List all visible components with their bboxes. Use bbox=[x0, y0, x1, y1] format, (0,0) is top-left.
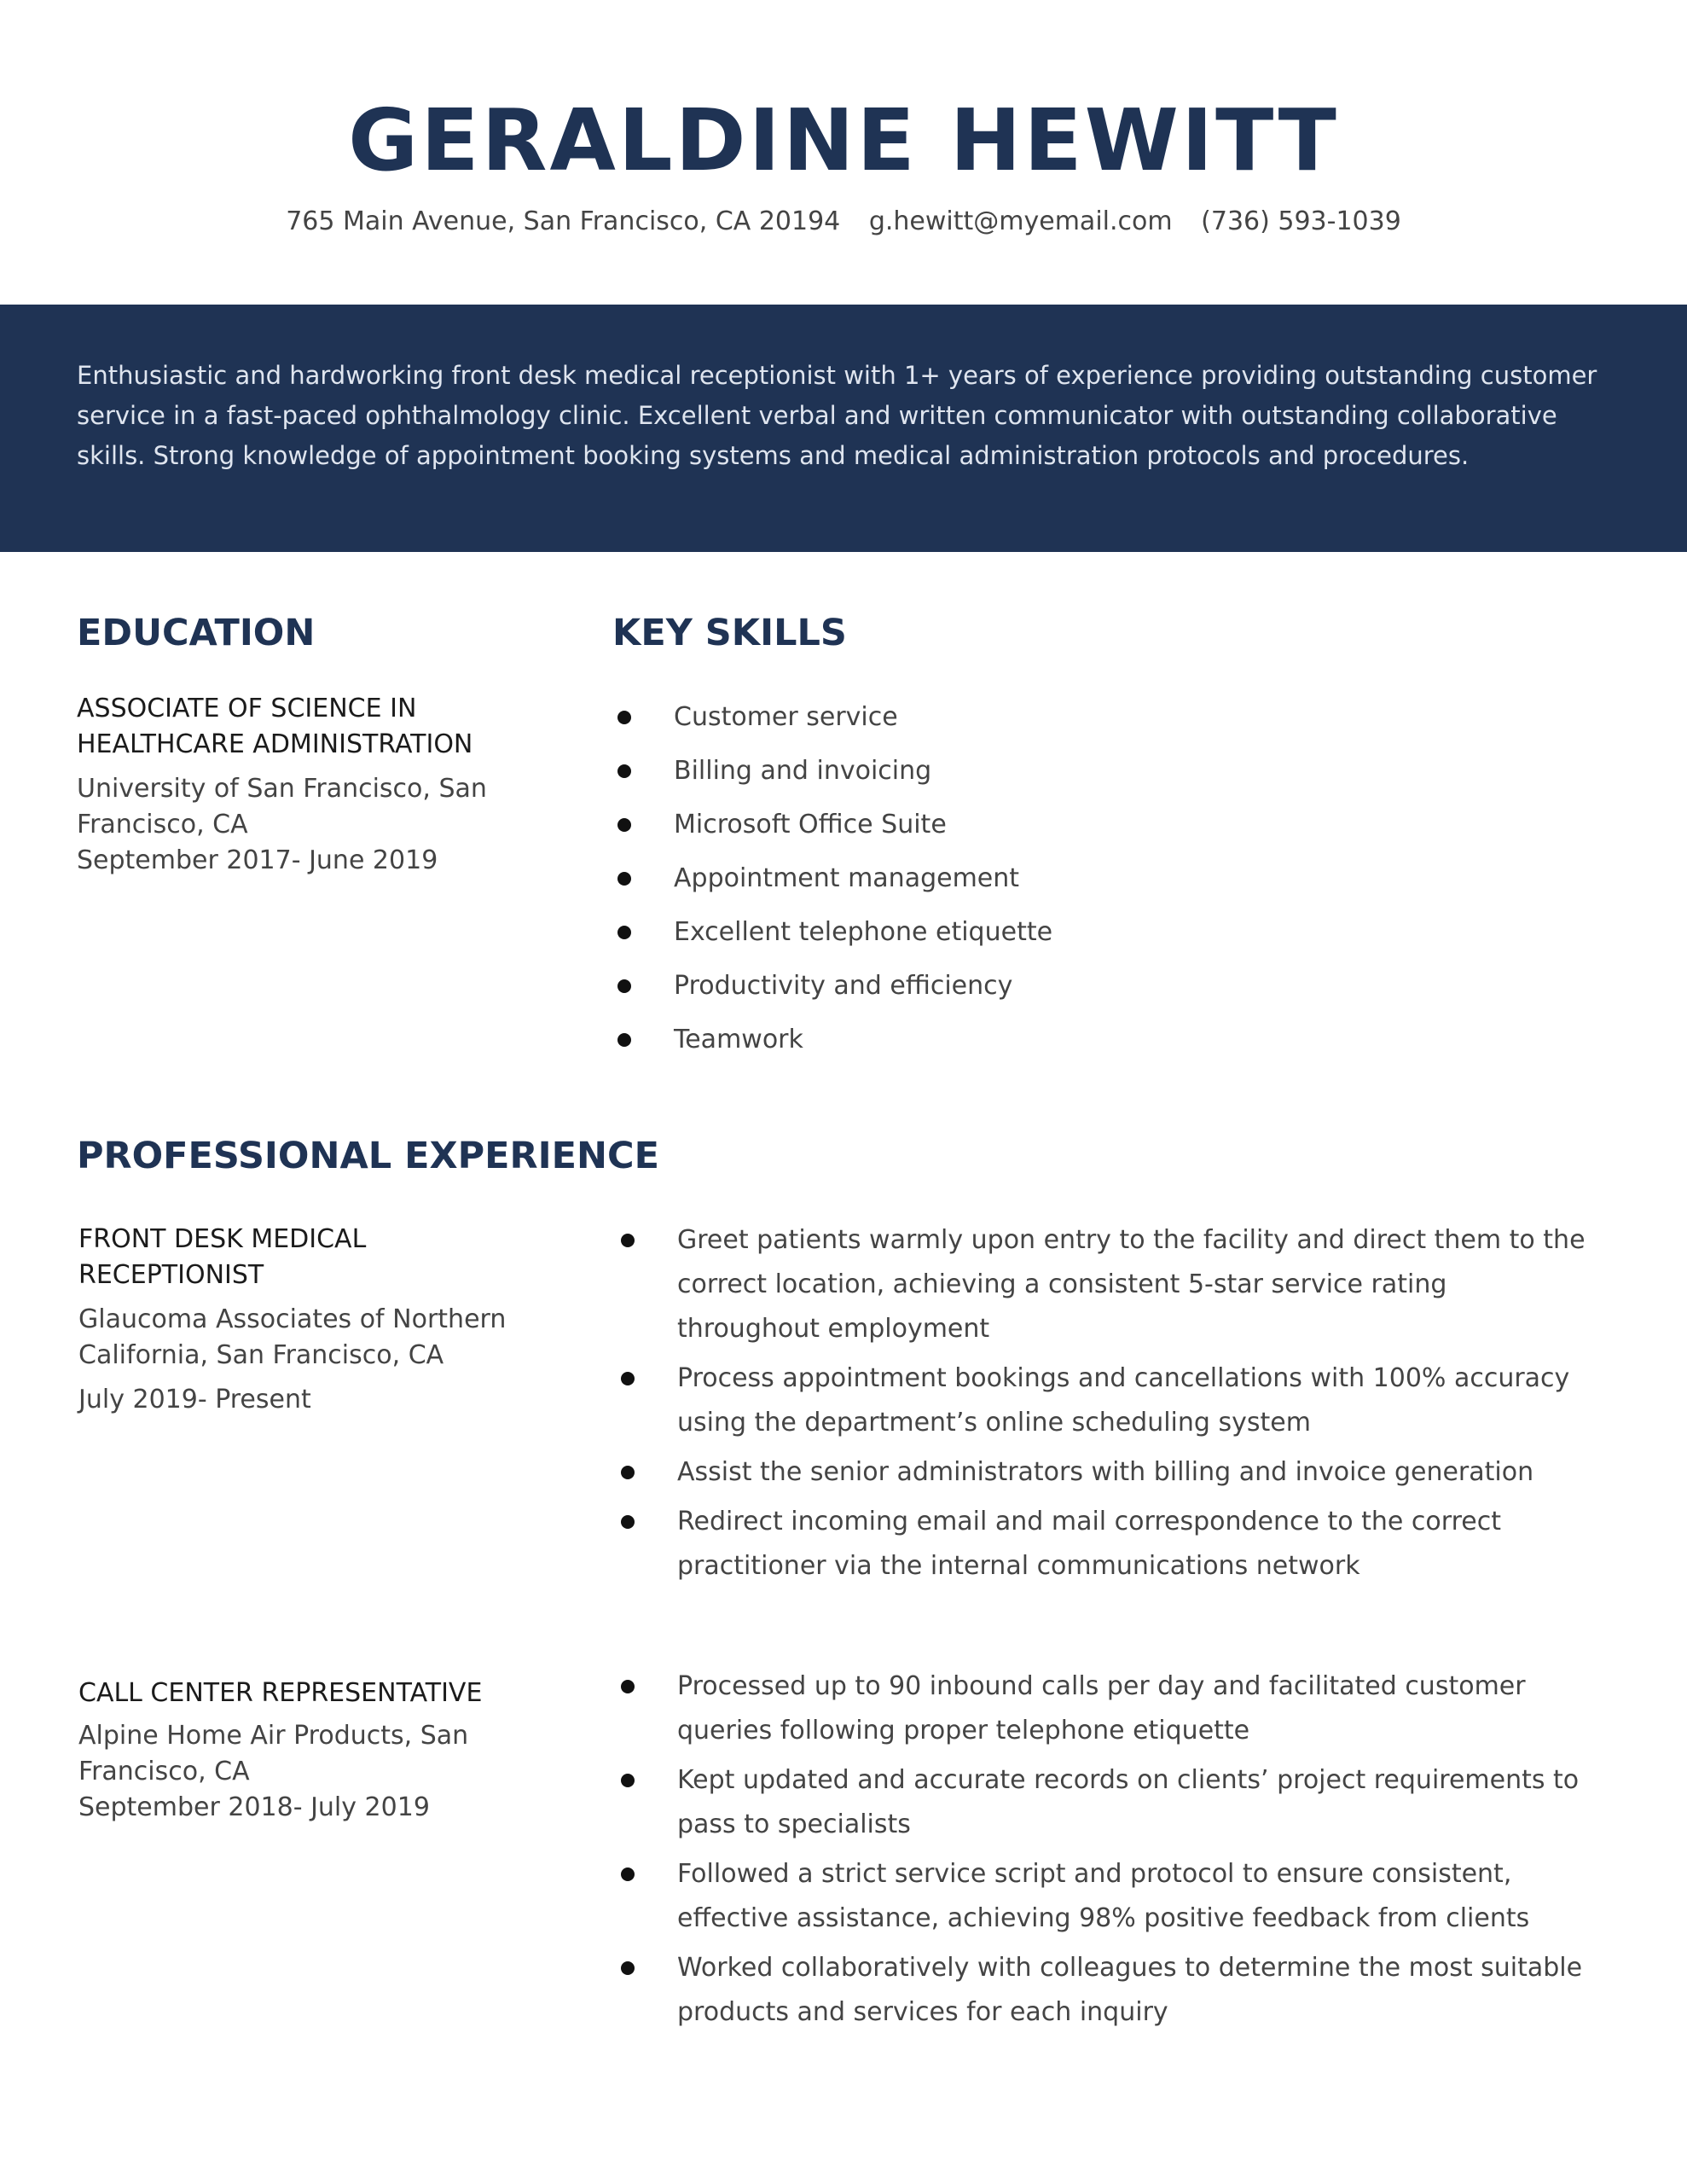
responsibility-item bbox=[616, 1356, 1597, 1445]
bullet-icon bbox=[617, 979, 631, 993]
job-dates: September 2018- July 2019 bbox=[78, 1792, 430, 1822]
bullet-icon bbox=[621, 1515, 635, 1529]
responsibility-item bbox=[616, 1500, 1597, 1589]
responsibility-item bbox=[616, 1758, 1597, 1847]
skill-label: Microsoft Office Suite bbox=[674, 810, 947, 839]
responsibility-text: Redirect incoming email and mail correspondence to the correct practitioner via the internal communications network bbox=[677, 1507, 1501, 1581]
responsibility-text: Followed a strict service script and protocol to ensure consistent, effective assistance, achieving 98% positive feedback from clients bbox=[677, 1859, 1530, 1933]
summary-text: Enthusiastic and hardworking front desk medical receptionist with 1+ years of experience providing outstanding customer service in a fast-paced ophthalmology clinic. Excellent verbal and written communicator with outstanding collaborative skills. Strong knowledge of appointment booking systems and medical administration protocols and procedures. bbox=[77, 361, 1597, 470]
responsibility-item bbox=[616, 1664, 1597, 1753]
skill-label: Excellent telephone etiquette bbox=[674, 917, 1053, 947]
skill-item bbox=[612, 1022, 1551, 1076]
contact-phone: (736) 593-1039 bbox=[1201, 206, 1401, 236]
skill-item bbox=[612, 700, 1551, 753]
skill-label: Productivity and efficiency bbox=[674, 971, 1013, 1001]
skill-label: Appointment management bbox=[674, 863, 1020, 893]
bullet-icon bbox=[621, 1372, 635, 1385]
bullet-icon bbox=[621, 1867, 635, 1881]
job-responsibilities bbox=[616, 1218, 1597, 1594]
bullet-icon bbox=[617, 872, 631, 886]
responsibility-text: Assist the senior administrators with billing and invoice generation bbox=[677, 1457, 1534, 1487]
bullet-icon bbox=[621, 1961, 635, 1975]
job-dates: July 2019- Present bbox=[78, 1385, 311, 1414]
school-name: University of San Francisco, San Francisco, CA bbox=[77, 774, 487, 839]
degree-title: ASSOCIATE OF SCIENCE IN HEALTHCARE ADMINISTRATION bbox=[77, 694, 473, 759]
skill-item bbox=[612, 968, 1551, 1022]
skill-label: Customer service bbox=[674, 702, 898, 732]
skill-item bbox=[612, 753, 1551, 807]
bullet-icon bbox=[617, 764, 631, 778]
responsibility-item bbox=[616, 1218, 1597, 1351]
bullet-icon bbox=[617, 711, 631, 724]
skill-item bbox=[612, 915, 1551, 968]
skills-heading: KEY SKILLS bbox=[612, 612, 847, 654]
summary-band bbox=[0, 305, 1687, 552]
bullet-icon bbox=[617, 926, 631, 939]
job-responsibilities bbox=[616, 1664, 1597, 2040]
responsibility-text: Kept updated and accurate records on clients’ project requirements to pass to specialists bbox=[677, 1765, 1580, 1839]
responsibility-text: Worked collaboratively with colleagues to determine the most suitable products and services for each inquiry bbox=[677, 1953, 1583, 2027]
skill-label: Billing and invoicing bbox=[674, 756, 932, 786]
contact-email[interactable]: g.hewitt@myemail.com bbox=[868, 206, 1173, 236]
responsibility-item bbox=[616, 1946, 1597, 2035]
responsibility-item bbox=[616, 1450, 1597, 1495]
education-heading: EDUCATION bbox=[77, 612, 316, 654]
bullet-icon bbox=[621, 1466, 635, 1479]
bullet-icon bbox=[621, 1234, 635, 1247]
bullet-icon bbox=[617, 818, 631, 832]
responsibility-text: Processed up to 90 inbound calls per day and facilitated customer queries following proper telephone etiquette bbox=[677, 1671, 1526, 1745]
skills-list bbox=[612, 700, 1551, 1076]
skill-item bbox=[612, 807, 1551, 861]
skill-item bbox=[612, 861, 1551, 915]
experience-heading: PROFESSIONAL EXPERIENCE bbox=[77, 1135, 659, 1177]
skill-label: Teamwork bbox=[674, 1025, 803, 1054]
bullet-icon bbox=[617, 1033, 631, 1047]
job-company: Glaucoma Associates of Northern California, San Francisco, CA bbox=[78, 1304, 507, 1370]
bullet-icon bbox=[621, 1774, 635, 1787]
bullet-icon bbox=[621, 1680, 635, 1693]
contact-address: 765 Main Avenue, San Francisco, CA 20194 bbox=[286, 206, 841, 236]
responsibility-text: Process appointment bookings and cancellations with 100% accuracy using the department’s online scheduling system bbox=[677, 1363, 1570, 1438]
candidate-name: GERALDINE HEWITT bbox=[348, 90, 1339, 190]
job-company: Alpine Home Air Products, San Francisco, CA bbox=[78, 1721, 469, 1786]
responsibility-item bbox=[616, 1852, 1597, 1941]
contact-line bbox=[0, 203, 1687, 241]
education-dates: September 2017- June 2019 bbox=[77, 845, 438, 875]
job-title: FRONT DESK MEDICAL RECEPTIONIST bbox=[78, 1224, 367, 1290]
responsibility-text: Greet patients warmly upon entry to the facility and direct them to the correct location, achieving a consistent 5-star service rating throughout employment bbox=[677, 1225, 1586, 1344]
job-title: CALL CENTER REPRESENTATIVE bbox=[78, 1678, 483, 1708]
